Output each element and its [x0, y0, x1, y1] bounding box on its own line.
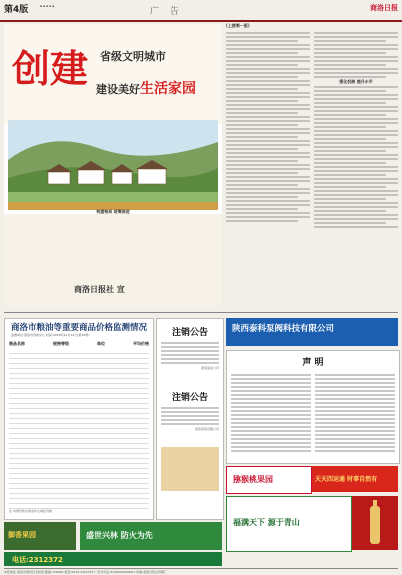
article-subheading: 强化机制 提升水平 [339, 79, 373, 84]
hero-big-title: 创建 [12, 46, 89, 91]
section-label: 广 告 [150, 7, 183, 17]
edition-info: ▪ ▪ ▪ ▪ ▪ [40, 4, 54, 8]
ad-phone-banner: 电话:2312372 [4, 552, 222, 566]
ad-tiantian: 天天四运通 时事自然有 [312, 466, 398, 492]
price-table-header: 商品名称 规格等级 单位 平均价格 [9, 341, 149, 346]
price-table-box [4, 318, 154, 520]
price-table-subtitle: 监测单位:商洛市价格中心 时间:2018年12月12日(第50周) [11, 333, 90, 337]
company-name: 陕西泰科泵阀科技有限公司 [232, 324, 335, 334]
hero-line-2: 建设美好生活家园 [96, 81, 196, 97]
ad-liquor [352, 496, 398, 550]
ad-forest-fire: 盛世兴林 防火为先 [80, 522, 222, 550]
company-ad [226, 318, 398, 346]
ad-orchard: 御香果园 [4, 522, 76, 550]
masthead [0, 0, 402, 22]
page-number: 第4版 [4, 5, 29, 15]
footer-info: 本报地址:商洛市商州区北新街 邮编:726000 电话:0914-2312372 广告许可证:6120004000001 印刷:商洛日报社印刷厂 [4, 568, 398, 574]
village-photo [8, 120, 218, 210]
hero-line-1: 省级文明城市 [100, 50, 166, 63]
hero-ad [4, 24, 222, 306]
article-title: (上接第一版) [226, 23, 250, 28]
bottle-icon [352, 496, 398, 550]
statement-title: 声 明 [302, 358, 324, 368]
ad-kiwi: 猕猴桃果园 [226, 466, 312, 494]
notice-org-1: 商洛某某公司 [200, 366, 219, 370]
hero-footer-bg [4, 214, 222, 306]
price-table-title: 商洛市粮油等重要商品价格监测情况 [11, 323, 148, 333]
notice-ad-banner [161, 447, 219, 491]
ad-fuman: 福满天下 源于青山 [226, 496, 352, 552]
statement-box [226, 350, 400, 464]
notices-column [156, 318, 224, 520]
article-subheading-1: 构建格局 统筹推进 [96, 209, 130, 214]
notice-title-2: 注销公告 [171, 393, 208, 403]
price-table-note: 注:本周价格为商洛市主城区价格 [9, 509, 53, 513]
brand-name: 商洛日报 [370, 3, 398, 12]
notice-org-2: 商洛某某有限公司 [194, 427, 219, 431]
hero-footer: 商洛日报社 宣 [74, 285, 125, 294]
notice-title-1: 注销公告 [171, 328, 208, 338]
hero-header [4, 24, 222, 124]
price-table-body [9, 349, 149, 509]
section-divider [4, 312, 398, 313]
